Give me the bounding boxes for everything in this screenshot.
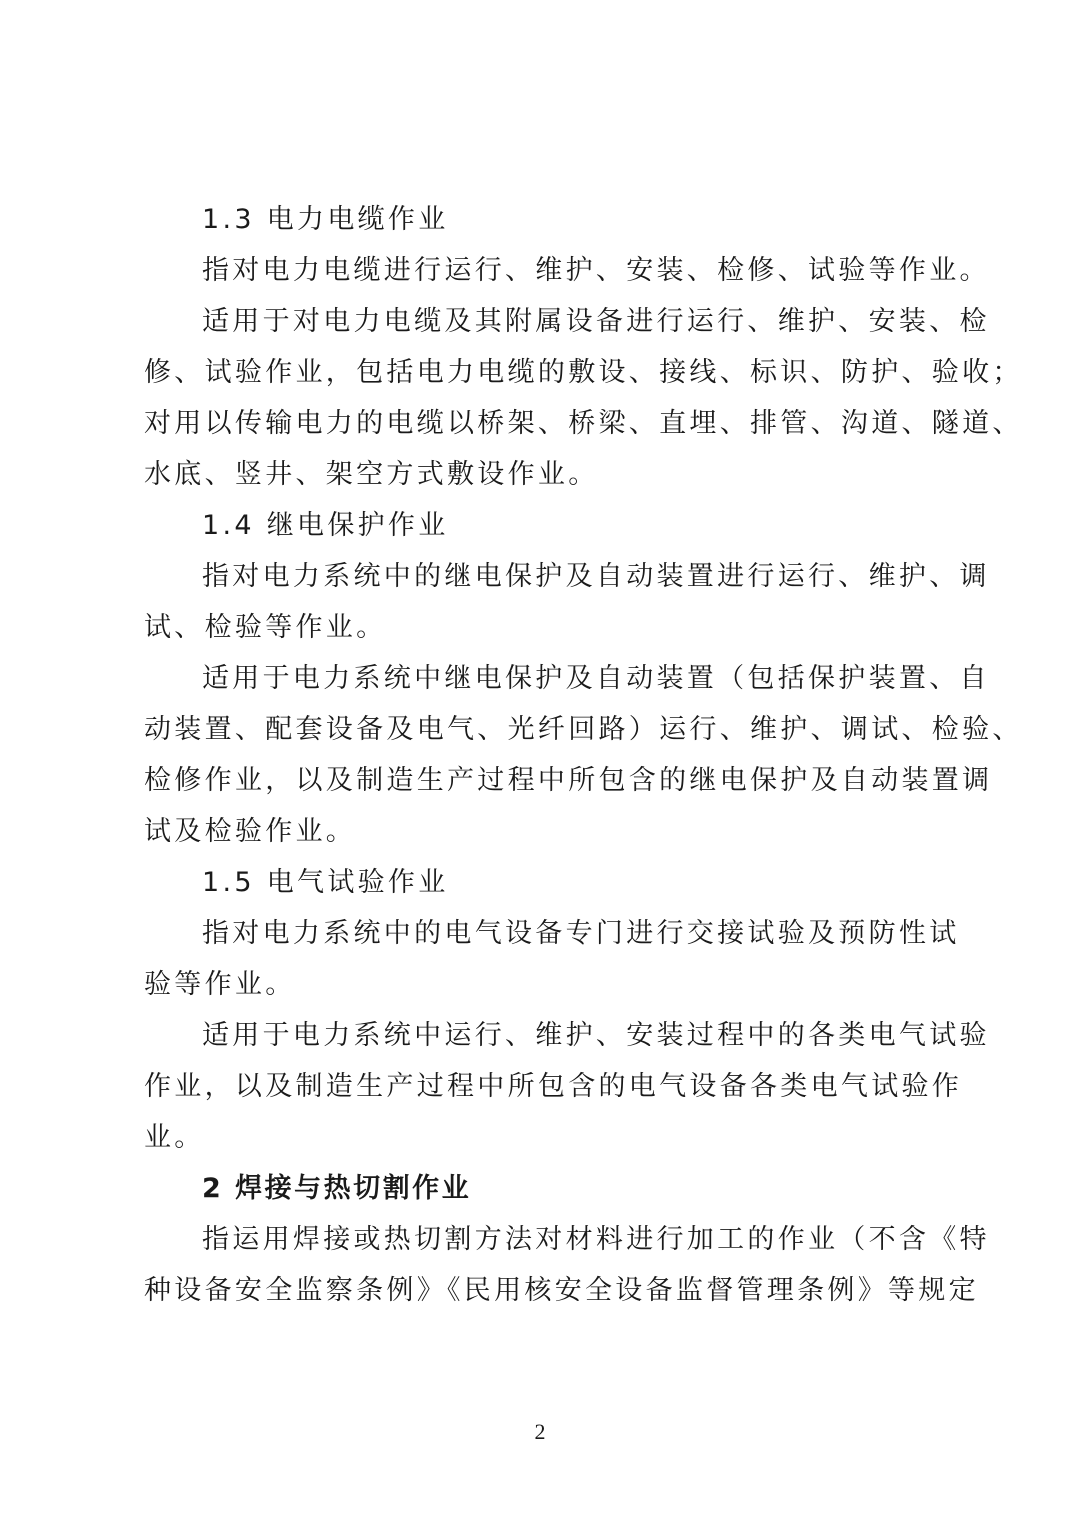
paragraph-line: 业。 [144, 1122, 205, 1153]
paragraph-line: 适用于电力系统中运行、维护、安装过程中的各类电气试验 [202, 1020, 990, 1051]
paragraph-line: 试及检验作业。 [144, 816, 357, 847]
section-heading-1-4: 1.4 继电保护作业 [202, 510, 449, 541]
section-heading-2: 2 焊接与热切割作业 [202, 1173, 472, 1204]
paragraph-line: 适用于电力系统中继电保护及自动装置（包括保护装置、自 [202, 663, 990, 694]
paragraph-line: 修、试验作业，包括电力电缆的敷设、接线、标识、防护、验收； [144, 357, 1023, 388]
paragraph-line: 验等作业。 [144, 969, 296, 1000]
paragraph-line: 指对电力系统中的电气设备专门进行交接试验及预防性试 [202, 918, 960, 949]
paragraph-line: 对用以传输电力的电缆以桥架、桥梁、直埋、排管、沟道、隧道、 [144, 408, 1023, 439]
paragraph-line: 动装置、配套设备及电气、光纤回路）运行、维护、调试、检验、 [144, 714, 1023, 745]
document-body [144, 194, 1023, 1316]
page-number: 2 [534, 1419, 546, 1444]
paragraph-line: 适用于对电力电缆及其附属设备进行运行、维护、安装、检 [202, 306, 990, 337]
paragraph-line: 检修作业，以及制造生产过程中所包含的继电保护及自动装置调 [144, 765, 993, 796]
paragraph-line: 指运用焊接或热切割方法对材料进行加工的作业（不含《特 [202, 1224, 990, 1255]
paragraph-line: 指对电力系统中的继电保护及自动装置进行运行、维护、调 [202, 561, 990, 592]
paragraph-line: 种设备安全监察条例》《民用核安全设备监督管理条例》等规定 [144, 1275, 979, 1306]
paragraph-line: 试、检验等作业。 [144, 612, 387, 643]
paragraph-line: 作业，以及制造生产过程中所包含的电气设备各类电气试验作 [144, 1071, 963, 1102]
section-heading-1-5: 1.5 电气试验作业 [202, 867, 449, 898]
paragraph-line: 水底、竖井、架空方式敷设作业。 [144, 459, 599, 490]
paragraph-line: 指对电力电缆进行运行、维护、安装、检修、试验等作业。 [202, 255, 990, 286]
section-heading-1-3: 1.3 电力电缆作业 [202, 204, 449, 235]
